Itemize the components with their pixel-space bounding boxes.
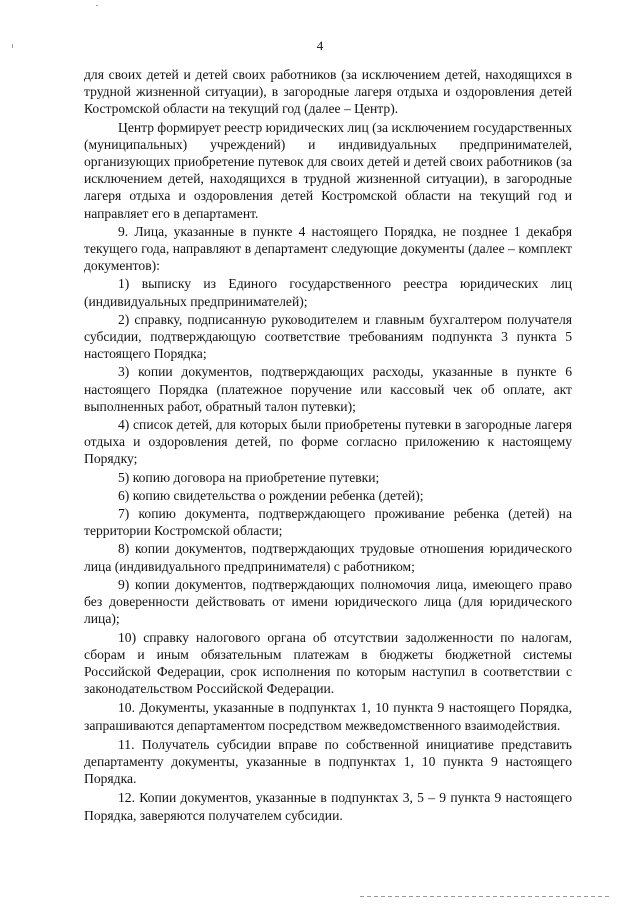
paragraph: 9. Лица, указанные в пункте 4 настоящего Порядка, не позднее 1 декабря текущего года, направляют в департамент следующие документы (далее – комплект документов): [84, 223, 572, 274]
paragraph: 12. Копии документов, указанные в подпунктах 3, 5 – 9 пункта 9 настоящего Порядка, заверяются получателем субсидии. [84, 790, 572, 823]
list-item: 10) справку налогового органа об отсутствии задолженности по налогам, сборам и иным обязательным платежам в бюджеты бюджетной системы Российской Федерации, срок исполнения по которым наступил в соответствии с законодательством Российской Федерации. [84, 629, 572, 697]
list-item: 6) копию свидетельства о рождении ребенка (детей); [118, 487, 424, 503]
list-item: 2) справку, подписанную руководителем и главным бухгалтером получателя субсидии, подтверждающую соответствие требованиям подпункта 3 пункта 5 настоящего Порядка; [84, 311, 572, 362]
list-item: 5) копию договора на приобретение путевки; [118, 469, 380, 485]
list-item: 7) копию документа, подтверждающего проживание ребенка (детей) на территории Костромской области; [84, 506, 572, 539]
list-item: 1) выписку из Единого государственного реестра юридических лиц (индивидуальных предпринимателей); [84, 276, 572, 309]
list-item: 9) копии документов, подтверждающих полномочия лица, имеющего право без доверенности действовать от имени юридического лица (для юридического лица); [84, 576, 572, 627]
document-body [84, 66, 572, 825]
paragraph: для своих детей и детей своих работников (за исключением детей, находящихся в трудной жизненной ситуации), в загородные лагеря отдыха и оздоровления детей Костромской области на текущий год (далее – Центр). [84, 67, 572, 117]
list-item: 8) копии документов, подтверждающих трудовые отношения юридического лица (индивидуального предпринимателя) с работником; [84, 541, 572, 574]
page-number: 4 [316, 38, 324, 53]
scan-artifact [96, 5, 98, 6]
paragraph: Центр формирует реестр юридических лиц (за исключением государственных (муниципальных) учреждений) и индивидуальных предпринимателей, организующих приобретение путевок для своих детей и детей своих работников (за исключением детей, находящихся в трудной жизненной ситуации), в загородные лагеря отдыха и оздоровления детей Костромской области на текущий год и направляет его в департамент. [84, 119, 572, 221]
paragraph: 10. Документы, указанные в подпунктах 1, 10 пункта 9 настоящего Порядка, запрашиваются департаментом посредством межведомственного взаимодействия. [84, 700, 572, 733]
list-item: 4) список детей, для которых были приобретены путевки в загородные лагеря отдыха и оздоровления детей, по форме согласно приложению к настоящему Порядку; [84, 417, 572, 467]
scan-edge-line [360, 896, 610, 897]
list-item: 3) копии документов, подтверждающих расходы, указанные в пункте 6 настоящего Порядка (платежное поручение или кассовый чек об оплате, акт выполненных работ, обратный талон путевки); [84, 364, 572, 414]
paragraph: 11. Получатель субсидии вправе по собственной инициативе представить департаменту документы, указанные в подпунктах 1, 10 пункта 9 настоящего Порядка. [84, 736, 572, 787]
